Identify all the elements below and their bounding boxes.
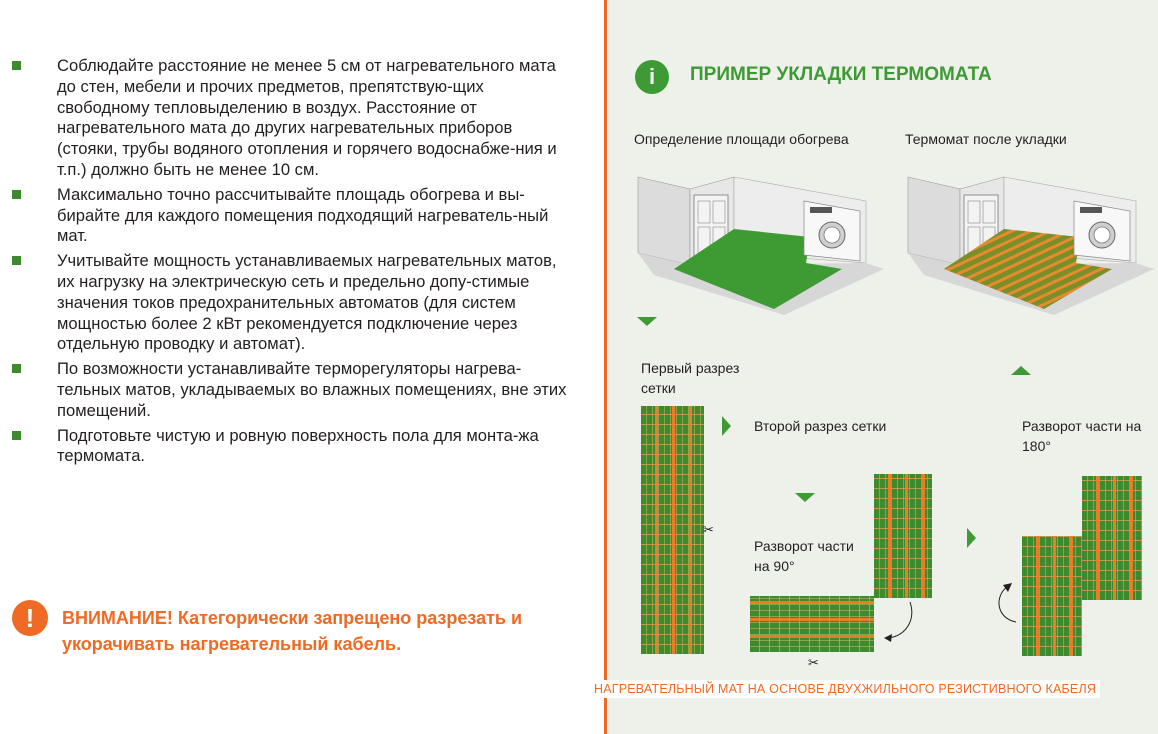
list-item [12, 426, 572, 468]
arrow-down-icon [795, 493, 815, 502]
square-bullet-icon [12, 61, 21, 70]
footer-caption: НАГРЕВАТЕЛЬНЫЙ МАТ НА ОСНОВЕ ДВУХЖИЛЬНОГО РЕЗИСТИВНОГО КАБЕЛЯ [594, 680, 1100, 698]
list-item-text: Учитывайте мощность устанавливаемых нагревательных матов, их нагрузку на электрическую сеть и предельно допу-стимые значения токов предохранительных автоматов (для систем мощностью более 2 кВт рекомендуется подключение через отдельную проводку и автомат). [57, 251, 557, 354]
scissors-icon: ✂ [808, 655, 819, 670]
rotate-arrow-icon [882, 600, 916, 642]
scissors-icon: ✂ [703, 522, 714, 537]
heating-mat-rotated-part [1022, 536, 1082, 656]
list-item [12, 56, 572, 181]
heating-mat-strip [641, 406, 704, 654]
square-bullet-icon [12, 256, 21, 265]
arrow-right-icon [967, 528, 976, 548]
second-cut-label: Второй разрез сетки [754, 418, 887, 434]
column-divider [604, 0, 607, 734]
room-after-illustration [904, 165, 1154, 317]
room-after-label: Термомат после укладки [905, 131, 1067, 147]
rotate-90-label: Разворот части на 90° [754, 538, 854, 574]
room-before-label: Определение площади обогрева [634, 131, 849, 147]
arrow-down-icon [637, 317, 657, 326]
list-item [12, 185, 572, 247]
list-item-text: Подготовьте чистую и ровную поверхность пола для монта-жа термомата. [57, 425, 539, 466]
list-item-text: Соблюдайте расстояние не менее 5 см от нагревательного мата до стен, мебели и прочих предметов, препятствую-щих свободному тепловыделению в воздух. Расстояние от нагревательного мата до других нагревательных приборов (стояки, трубы водяного отопления и горячего водоснабже-ния и т.п.) должно быть не менее 10 см. [57, 56, 557, 179]
room-before-illustration [634, 165, 884, 317]
square-bullet-icon [12, 364, 21, 373]
arrow-right-icon [722, 416, 731, 436]
rotate-arrow-icon [990, 582, 1020, 626]
list-item [12, 359, 572, 421]
list-item [12, 251, 572, 355]
list-item-text: По возможности устанавливайте терморегуляторы нагрева-тельных матов, укладываемых во влажных помещениях, вне этих помещений. [57, 359, 567, 420]
square-bullet-icon [12, 431, 21, 440]
list-item-text: Максимально точно рассчитывайте площадь обогрева и вы-бирайте для каждого помещения подходящий нагреватель-ный мат. [57, 184, 549, 246]
first-cut-label: Первый разрез сетки [641, 360, 740, 396]
heating-mat-vertical-part [874, 474, 932, 598]
heating-mat-rotated-part [750, 596, 874, 652]
warning-text: ВНИМАНИЕ! Категорически запрещено разрезать и укорачивать нагревательный кабель. [62, 608, 523, 654]
heating-mat-vertical-part [1082, 476, 1142, 600]
rotate-180-label: Разворот части на 180° [1022, 418, 1142, 454]
info-icon: i [635, 60, 669, 94]
installation-rules-list [12, 56, 572, 471]
square-bullet-icon [12, 190, 21, 199]
arrow-up-icon [1011, 366, 1031, 375]
example-title: ПРИМЕР УКЛАДКИ ТЕРМОМАТА [690, 64, 992, 85]
exclamation-icon: ! [12, 600, 48, 636]
